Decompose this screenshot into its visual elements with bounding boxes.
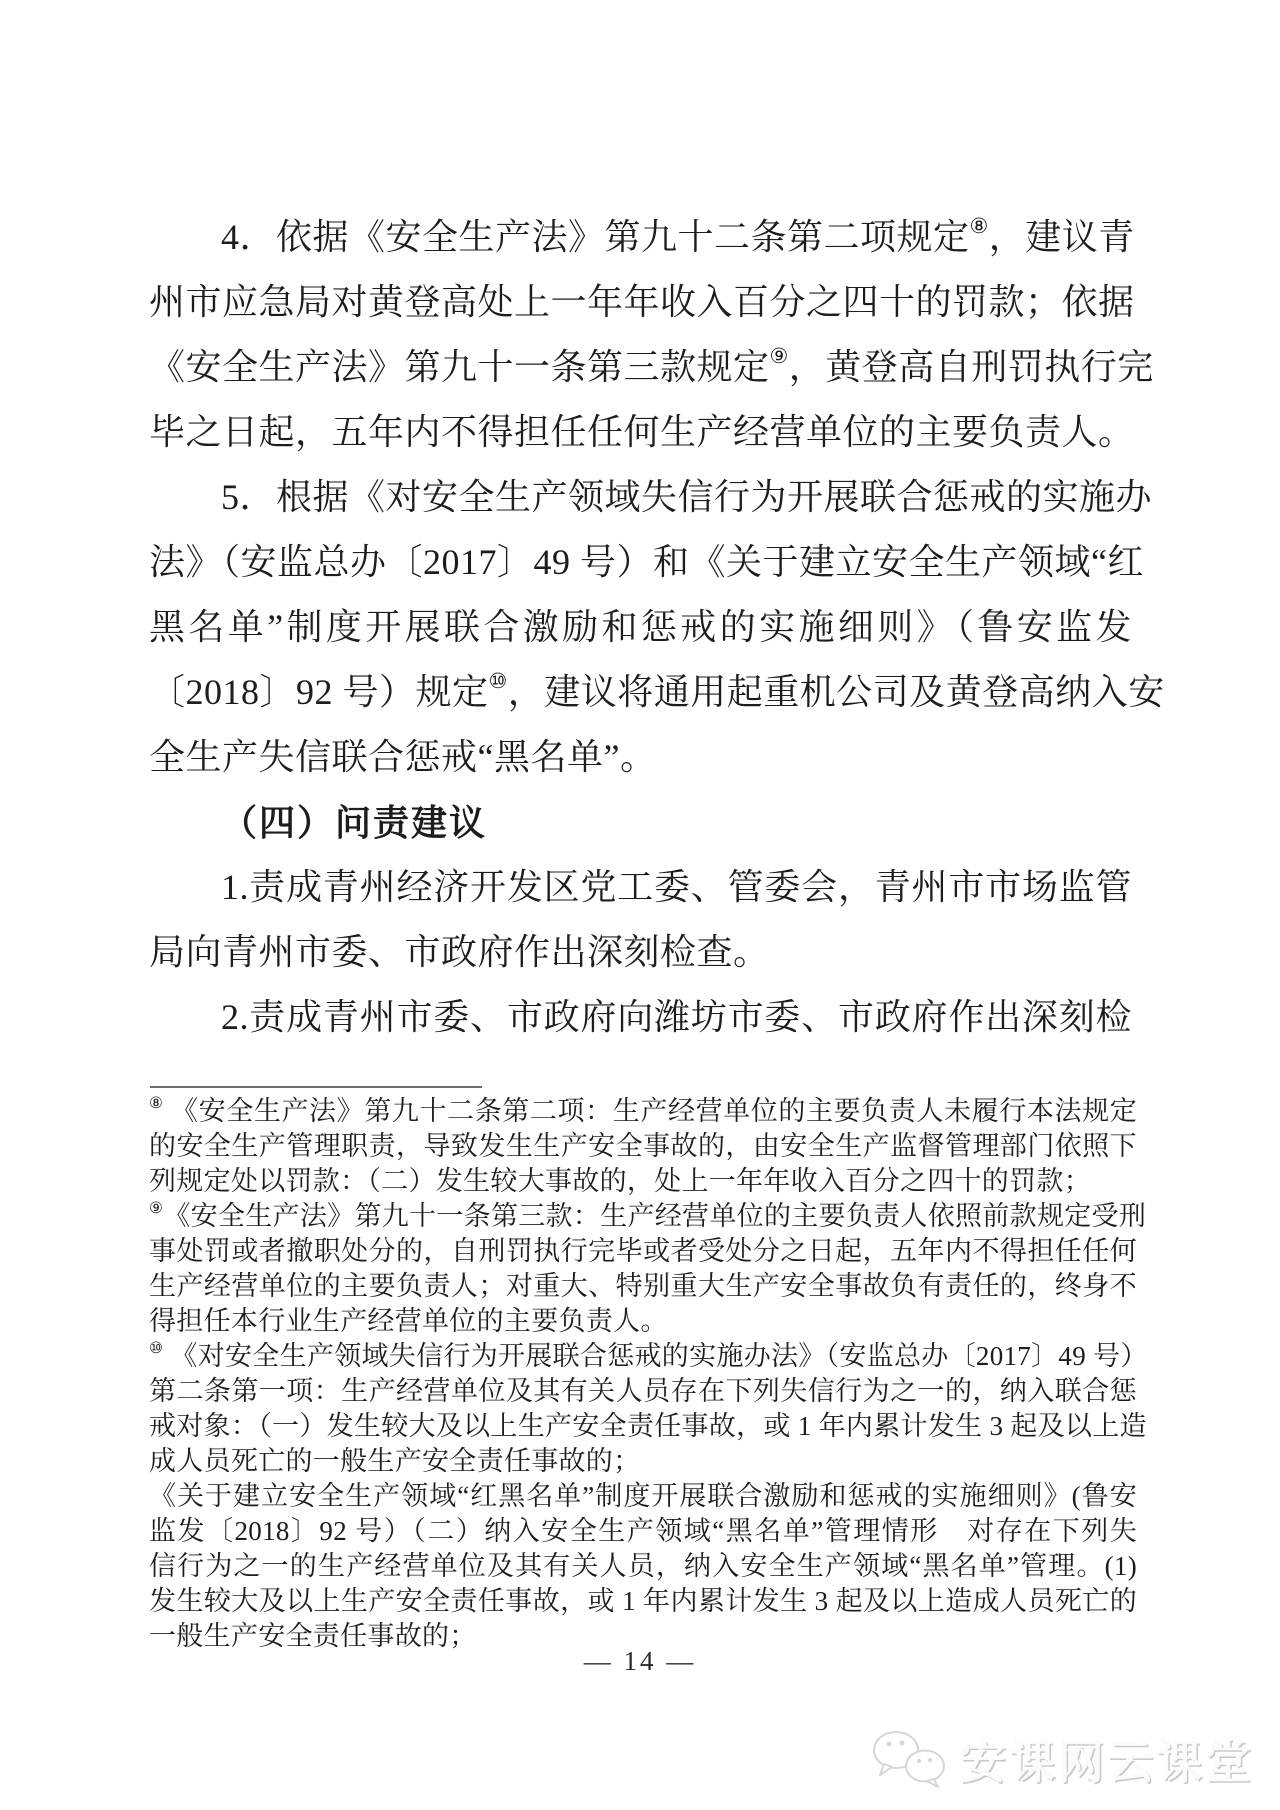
body-line — [149, 855, 1132, 920]
text-segment: 毕之日起，五年内不得担任任何生产经营单位的主要负责人。 — [149, 412, 1135, 452]
text-segment: （四）问责建议 — [221, 802, 488, 843]
text-segment: ，建议青 — [988, 217, 1135, 257]
body-line — [149, 400, 1135, 465]
text-segment: 生产经营单位的主要负责人；对重大、特别重大生产安全事故负有责任的，终身不 — [149, 1271, 1137, 1301]
text-segment: 全生产失信联合惩戒“黑名单”。 — [149, 737, 657, 777]
document-body — [149, 205, 1165, 1050]
footnote-separator — [150, 1086, 482, 1088]
text-segment: 一般生产安全责任事故的； — [149, 1621, 477, 1651]
text-segment: 《安全生产法》第九十一条第三款规定 — [149, 347, 770, 387]
footnote-ref-marker: ⑧ — [149, 1094, 164, 1112]
text-segment: 5．根据《对安全生产领域失信行为开展联合惩戒的实施办 — [221, 477, 1153, 517]
footnote-line — [149, 1584, 1137, 1619]
wechat-chat-bubbles-icon — [868, 1728, 952, 1790]
body-line — [149, 920, 1132, 985]
footnote-ref-marker: ⑨ — [149, 1199, 164, 1217]
footnote-line — [149, 1094, 1137, 1129]
text-segment: 第二条第一项：生产经营单位及其有关人员存在下列失信行为之一的，纳入联合惩 — [149, 1376, 1137, 1406]
footnote-ref-marker: ⑩ — [149, 1339, 164, 1357]
text-segment: 法》（安监总办〔2017〕49 号）和《关于建立安全生产领域“红 — [149, 542, 1144, 582]
page-number: — 14 — — [583, 1646, 697, 1676]
text-segment: 黑名单”制度开展联合激励和惩戒的实施细则》（鲁安监发 — [149, 607, 1132, 647]
footnote-line — [149, 1514, 1137, 1549]
body-line — [149, 205, 1135, 270]
body-line — [149, 790, 1132, 855]
text-segment: 事处罚或者撤职处分的，自刑罚执行完毕或者受处分之日起，五年内不得担任任何 — [149, 1236, 1137, 1266]
body-line — [149, 270, 1135, 335]
footnote-line — [149, 1444, 1137, 1479]
footnote-ref-marker: ⑩ — [488, 668, 508, 693]
text-segment: 监发〔2018〕92 号）（二）纳入安全生产领域“黑名单”管理情形 对存在下列失 — [149, 1516, 1137, 1546]
text-segment: 信行为之一的生产经营单位及其有关人员，纳入安全生产领域“黑名单”管理。(1) — [149, 1551, 1137, 1581]
footnote-line — [149, 1199, 1147, 1234]
text-segment: 成人员死亡的一般生产安全责任事故的； — [149, 1446, 641, 1476]
text-segment: 戒对象：（一）发生较大及以上生产安全责任事故，或 1 年内累计发生 3 起及以上造 — [149, 1411, 1147, 1441]
footnotes — [149, 1094, 1148, 1654]
text-segment: 1.责成青州经济开发区党工委、管委会，青州市市场监管 — [221, 867, 1132, 907]
text-segment: 4．依据《安全生产法》第九十二条第二项规定 — [221, 217, 970, 257]
footnote-line — [149, 1479, 1137, 1514]
body-line — [149, 725, 1132, 790]
text-segment: 列规定处以罚款：（二）发生较大事故的，处上一年年收入百分之四十的罚款； — [149, 1166, 1091, 1196]
text-segment: 的安全生产管理职责，导致发生生产安全事故的，由安全生产监督管理部门依照下 — [149, 1131, 1137, 1161]
footnote-line — [149, 1234, 1137, 1269]
text-segment: 《对安全生产领域失信行为开展联合惩戒的实施办法》（安监总办〔2017〕49 号） — [163, 1341, 1148, 1371]
footnote-line — [149, 1409, 1147, 1444]
text-segment: 〔2018〕92 号）规定 — [149, 672, 489, 712]
footnote-line — [149, 1339, 1148, 1374]
body-line — [149, 335, 1154, 400]
body-line — [149, 985, 1132, 1050]
text-segment: 《安全生产法》第九十一条第三款：生产经营单位的主要负责人依照前款规定受刑 — [163, 1201, 1147, 1231]
text-segment: 2.责成青州市委、市政府向潍坊市委、市政府作出深刻检 — [221, 997, 1132, 1037]
text-segment: 得担任本行业生产经营单位的主要负责人。 — [149, 1306, 668, 1336]
footnote-line — [149, 1269, 1137, 1304]
footnote-line — [149, 1164, 1137, 1199]
footnote-line — [149, 1304, 1137, 1339]
footnote-line — [149, 1374, 1137, 1409]
body-line — [149, 660, 1165, 725]
footnote-ref-marker: ⑧ — [969, 213, 989, 238]
footnote-line — [149, 1129, 1137, 1164]
text-segment: 发生较大及以上生产安全责任事故，或 1 年内累计发生 3 起及以上造成人员死亡的 — [149, 1586, 1137, 1616]
watermark — [868, 1726, 1254, 1792]
footnote-line — [149, 1549, 1137, 1584]
text-segment: 州市应急局对黄登高处上一年年收入百分之四十的罚款；依据 — [149, 282, 1135, 322]
text-segment: 《关于建立安全生产领域“红黑名单”制度开展联合激励和惩戒的实施细则》(鲁安 — [149, 1481, 1137, 1511]
body-line — [149, 595, 1132, 660]
text-segment: ，黄登高自刑罚执行完 — [788, 347, 1154, 387]
body-line — [149, 465, 1153, 530]
text-segment: ，建议将通用起重机公司及黄登高纳入安 — [507, 672, 1165, 712]
body-line — [149, 530, 1144, 595]
text-segment: 局向青州市委、市政府作出深刻检查。 — [149, 932, 770, 972]
text-segment: 《安全生产法》第九十二条第二项：生产经营单位的主要负责人未履行本法规定 — [163, 1096, 1137, 1126]
footnote-ref-marker: ⑨ — [769, 343, 789, 368]
watermark-text: 安课网云课堂 — [960, 1736, 1254, 1788]
